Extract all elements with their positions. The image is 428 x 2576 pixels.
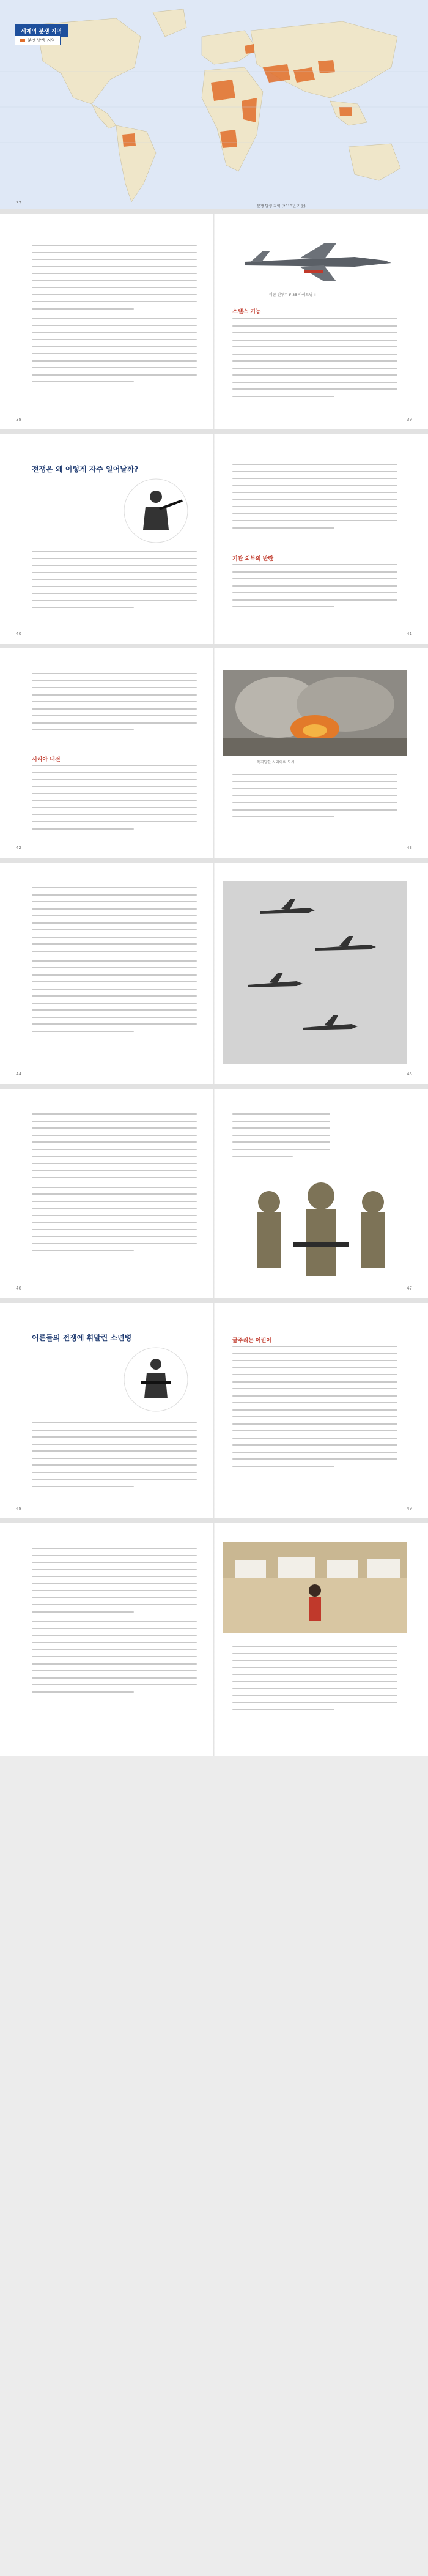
child-soldier-illustration bbox=[122, 1346, 190, 1413]
left-text-lines-2 bbox=[32, 765, 197, 835]
left-text-column bbox=[32, 245, 197, 388]
legend-label: 분쟁 발생 지역 bbox=[28, 38, 56, 43]
right-text-lines bbox=[232, 774, 397, 823]
left-text-lines bbox=[32, 1548, 197, 1698]
page-number: 38 bbox=[16, 417, 21, 422]
box-text-lines bbox=[32, 1422, 197, 1493]
page-number: 44 bbox=[16, 1072, 21, 1077]
section-heading: 굶주리는 어린이 bbox=[232, 1338, 271, 1344]
page-number: 49 bbox=[407, 1506, 412, 1511]
right-text-lines bbox=[232, 1346, 397, 1472]
section-heading: 시리아 내전 bbox=[32, 757, 61, 763]
box-heading: 어른들의 전쟁에 휘말린 소년병 bbox=[32, 1334, 132, 1342]
left-text-lines bbox=[32, 887, 197, 1037]
page-number: 45 bbox=[407, 1072, 412, 1077]
spread-soldiers bbox=[0, 1089, 428, 1303]
map-legend bbox=[15, 35, 61, 45]
right-text-lines bbox=[232, 464, 397, 534]
section-heading: 기관 외부의 반란 bbox=[232, 556, 274, 562]
jet-photo bbox=[232, 239, 404, 288]
left-text-lines bbox=[32, 673, 197, 737]
spread-syria bbox=[0, 648, 428, 863]
body-text-lines bbox=[32, 245, 197, 382]
spread-why-war bbox=[0, 434, 428, 648]
soldier-illustration bbox=[122, 477, 190, 544]
refugee-photo bbox=[223, 1542, 407, 1633]
map-title: 세계의 분쟁 지역 bbox=[15, 24, 68, 37]
map-caption: 분쟁 발생 지역 (2013년 기준) bbox=[257, 204, 306, 209]
spread-refugee bbox=[0, 1523, 428, 1756]
soldiers-photo bbox=[232, 1168, 410, 1291]
section-heading: 스텔스 기능 bbox=[232, 309, 261, 315]
box-text-lines bbox=[32, 551, 197, 614]
page-number: 42 bbox=[16, 845, 21, 850]
box-heading: 전쟁은 왜 이렇게 자주 일어날까? bbox=[32, 465, 139, 473]
spread-child-soldiers bbox=[0, 1303, 428, 1523]
legend-swatch bbox=[20, 39, 25, 42]
page-number: 48 bbox=[16, 1506, 21, 1511]
right-text-lines bbox=[232, 1113, 330, 1163]
spread-world-map bbox=[0, 0, 428, 214]
page-number: 37 bbox=[16, 201, 21, 206]
page-number: 39 bbox=[407, 417, 412, 422]
page-number: 46 bbox=[16, 1286, 21, 1291]
jet-caption: 미군 전투기 F-35 라이트닝 II bbox=[269, 293, 316, 297]
jets-photo bbox=[223, 881, 407, 1064]
left-text-lines bbox=[32, 1113, 197, 1257]
page-number: 43 bbox=[407, 845, 412, 850]
page-number: 47 bbox=[407, 1286, 412, 1291]
page-number: 40 bbox=[16, 631, 21, 636]
spread-stealth bbox=[0, 214, 428, 434]
bombing-caption: 폭격당한 시리아의 도시 bbox=[257, 760, 295, 765]
right-text-lines bbox=[232, 1646, 397, 1716]
spread-jets bbox=[0, 863, 428, 1089]
right-text-lines-2 bbox=[232, 564, 397, 614]
bombing-photo bbox=[223, 670, 407, 756]
right-text-lines bbox=[232, 318, 397, 403]
page-number: 41 bbox=[407, 631, 412, 636]
